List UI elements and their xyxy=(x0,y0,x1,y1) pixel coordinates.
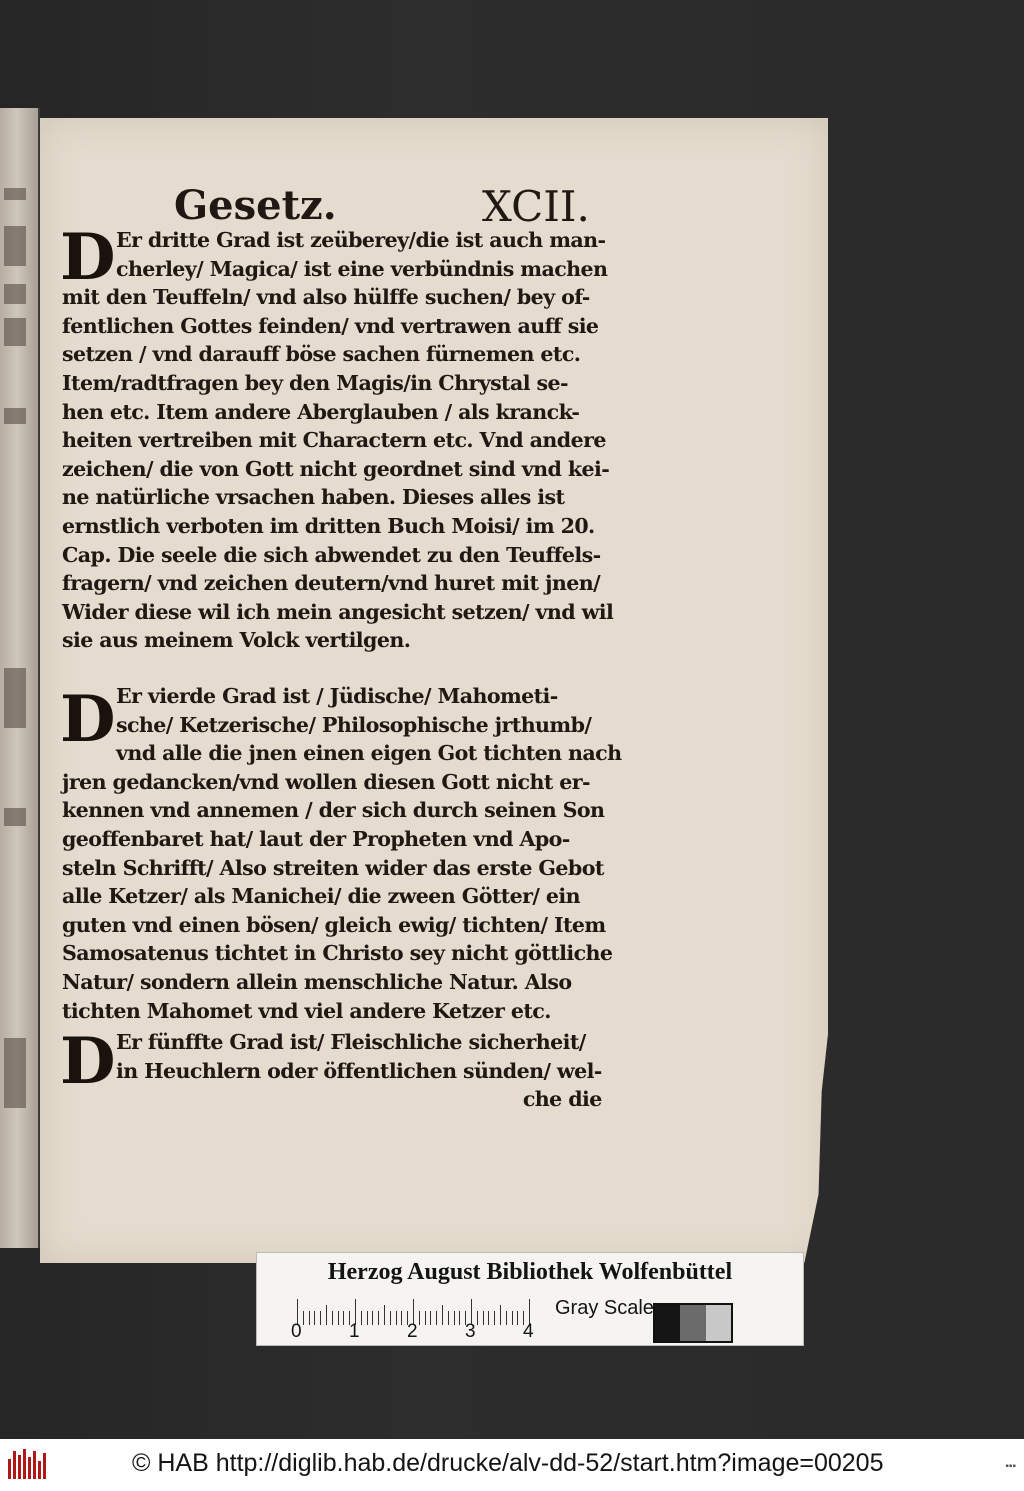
text-line: vnd alle die jnen einen eigen Got tichten nach xyxy=(116,741,622,766)
drop-capital: D xyxy=(60,1024,116,1099)
footer-marker: ▪▪▪ xyxy=(1005,1461,1016,1472)
text-line: mit den Teuffeln/ vnd also hülffe suchen/ bey of- xyxy=(62,285,590,310)
text-line: fentlichen Gottes feinden/ vnd vertrawen auff sie xyxy=(62,313,599,338)
text-line: geoffenbaret hat/ laut der Propheten vnd Apo- xyxy=(62,826,570,851)
text-line: tichten Mahomet vnd viel andere Ketzer etc. xyxy=(62,998,551,1023)
gray-scale-label: Gray Scale xyxy=(555,1297,654,1319)
drop-capital: D xyxy=(60,220,116,295)
text-line: setzen / vnd darauff böse sachen fürnemen etc. xyxy=(62,342,581,367)
text-line: Natur/ sondern allein menschliche Natur. Also xyxy=(62,969,572,994)
text-line: in Heuchlern oder öffentlichen sünden/ wel- xyxy=(116,1058,602,1083)
gray-scale-swatches xyxy=(653,1303,733,1343)
paragraph-2 xyxy=(62,682,622,1025)
text-line: kennen vnd annemen / der sich durch seinen Son xyxy=(62,798,605,823)
text-line: Er dritte Grad ist zeüberey/die ist auch man- xyxy=(116,228,606,252)
gray-swatch xyxy=(655,1305,680,1341)
drop-capital: D xyxy=(60,682,116,757)
ruler-numbers xyxy=(291,1321,551,1341)
text-line: Er fünffte Grad ist/ Fleischliche sicherheit/ xyxy=(116,1030,586,1054)
adjacent-page-edge xyxy=(0,108,40,1248)
text-line: alle Ketzer/ als Manichei/ die zween Götter/ ein xyxy=(62,884,581,909)
ruler-number: 4 xyxy=(523,1321,534,1342)
footer-bar xyxy=(0,1439,1024,1491)
text-line: steln Schrifft/ Also streiten wider das erste Gebot xyxy=(62,855,604,880)
text-line: hen etc. Item andere Aberglauben / als kranck- xyxy=(62,399,580,424)
text-line: cherley/ Magica/ ist eine verbündnis machen xyxy=(116,256,608,281)
paragraph-1 xyxy=(60,220,614,655)
text-line: zeichen/ die von Gott nicht geordnet sind vnd kei- xyxy=(62,456,610,481)
ruler-number: 3 xyxy=(465,1321,476,1342)
text-line: ne natürliche vrsachen haben. Dieses alles ist xyxy=(62,485,565,510)
ruler-number: 0 xyxy=(291,1321,302,1342)
folio-number: XCII. xyxy=(482,182,590,231)
hab-logo-icon xyxy=(8,1449,46,1479)
text-line: guten vnd einen bösen/ gleich ewig/ tichten/ Item xyxy=(62,912,606,937)
text-line: Item/radtfragen bey den Magis/in Chrystal se- xyxy=(62,370,568,395)
text-line: fragern/ vnd zeichen deutern/vnd huret mit jnen/ xyxy=(62,571,600,596)
text-line: Samosatenus tichtet in Christo sey nicht göttliche xyxy=(62,941,613,966)
text-line: jren gedancken/vnd wollen diesen Gott nicht er- xyxy=(62,769,591,794)
text-line: heiten vertreiben mit Charactern etc. Vnd andere xyxy=(62,428,606,453)
copyright-url[interactable]: © HAB http://diglib.hab.de/drucke/alv-dd-52/start.htm?image=00205 xyxy=(132,1449,884,1477)
paragraph-3 xyxy=(60,1024,602,1114)
library-color-label xyxy=(256,1252,804,1346)
gray-swatch xyxy=(680,1305,705,1341)
page-header xyxy=(62,182,632,232)
text-line: sche/ Ketzerische/ Philosophische jrthumb/ xyxy=(116,712,592,737)
gray-swatch xyxy=(706,1305,731,1341)
text-line: sie aus meinem Volck vertilgen. xyxy=(62,628,411,653)
text-line: Er vierde Grad ist / Jüdische/ Mahometi- xyxy=(116,684,558,708)
page-text xyxy=(60,182,632,1112)
ruler-number: 2 xyxy=(407,1321,418,1342)
library-name: Herzog August Bibliothek Wolfenbüttel xyxy=(327,1259,733,1285)
text-line: ernstlich verboten im dritten Buch Moisi/ im 20. xyxy=(62,513,595,538)
running-title: Gesetz. xyxy=(174,182,337,229)
ruler-number: 1 xyxy=(349,1321,360,1342)
text-line: Wider diese wil ich mein angesicht setzen/ vnd wil xyxy=(62,599,614,624)
catchword: che die xyxy=(522,1087,602,1112)
text-line: Cap. Die seele die sich abwendet zu den Teuffels- xyxy=(62,542,601,567)
